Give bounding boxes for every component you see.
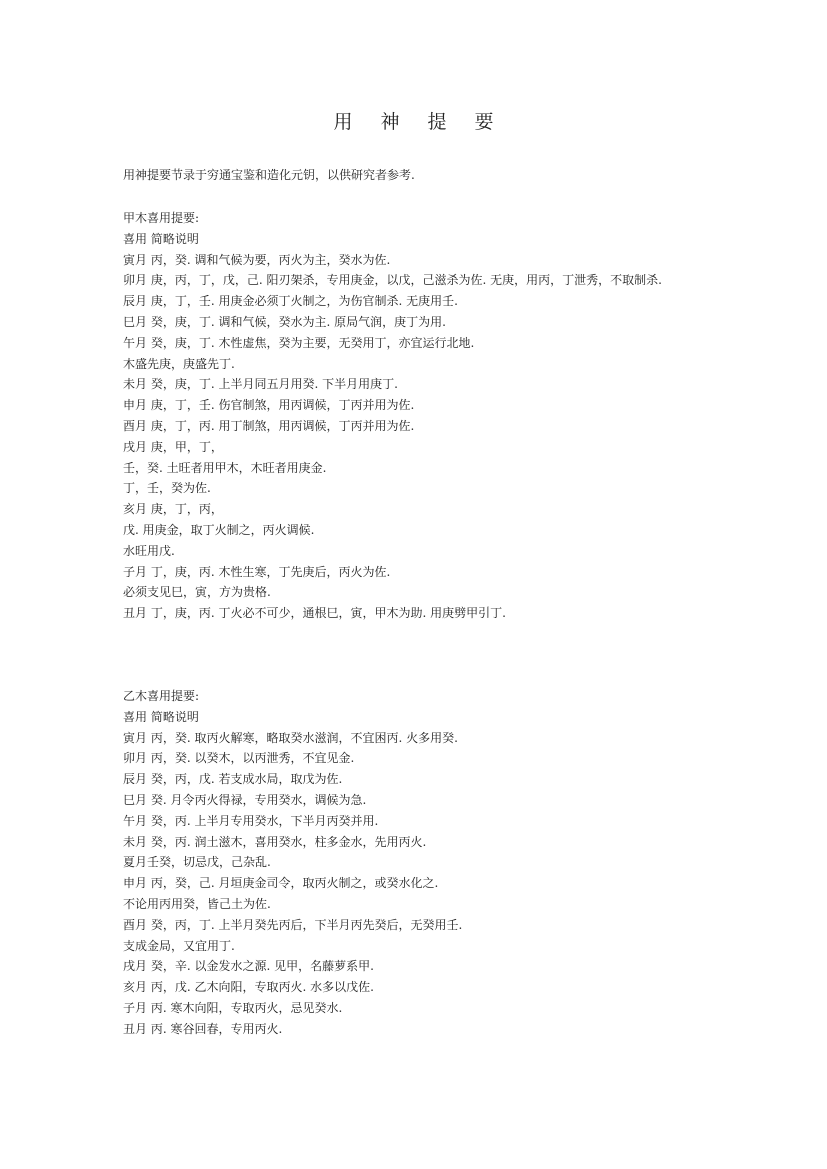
list-item: 壬，癸. 土旺者用甲木，木旺者用庚金. — [123, 460, 327, 475]
list-item: 戌月 癸，辛. 以金发水之源. 见甲，名藤萝系甲. — [123, 959, 374, 974]
list-item: 寅月 丙，癸. 取丙火解寒，略取癸水滋润，不宜困丙. 火多用癸. — [123, 730, 458, 745]
list-item: 丁，壬，癸为佐. — [123, 481, 211, 496]
list-item: 酉月 庚，丁，丙. 用丁制煞，用丙调候，丁丙并用为佐. — [123, 418, 415, 433]
list-item: 卯月 丙，癸. 以癸木，以丙泄秀，不宜见金. — [123, 751, 355, 766]
list-item: 子月 丙. 寒木向阳，专取丙火，忌见癸水. — [123, 1000, 343, 1015]
section-yimu — [123, 686, 703, 1040]
list-item: 水旺用戊. — [123, 543, 175, 558]
list-item: 午月 癸，庚，丁. 木性虚焦，癸为主要，无癸用丁，亦宜运行北地. — [123, 335, 475, 350]
list-item: 未月 癸，丙. 润土滋木，喜用癸水，柱多金水，先用丙火. — [123, 834, 427, 849]
list-item: 必须支见巳，寅，方为贵格. — [123, 585, 271, 600]
list-item: 寅月 丙，癸. 调和气候为要，丙火为主，癸水为佐. — [123, 252, 391, 267]
list-item: 戌月 庚，甲，丁， — [123, 439, 223, 454]
list-item: 支成金局，又宜用丁. — [123, 938, 235, 953]
list-item: 木盛先庚，庚盛先丁. — [123, 356, 235, 371]
list-item: 丑月 丁，庚，丙. 丁火必不可少，通根巳，寅，甲木为助. 用庚劈甲引丁. — [123, 606, 506, 621]
list-item: 酉月 癸，丙，丁. 上半月癸先丙后，下半月丙先癸后，无癸用壬. — [123, 917, 463, 932]
list-item: 戊. 用庚金，取丁火制之，丙火调候. — [123, 522, 315, 537]
intro-text: 用神提要节录于穷通宝鉴和造化元钥，以供研究者参考. — [123, 168, 415, 182]
list-item: 午月 癸，丙. 上半月专用癸水，下半月丙癸并用. — [123, 813, 379, 828]
list-item: 申月 丙，癸，己. 月垣庚金司令，取丙火制之，或癸水化之. — [123, 876, 439, 891]
list-item: 申月 庚，丁，壬. 伤官制煞，用丙调候，丁丙并用为佐. — [123, 398, 415, 413]
section-heading: 乙木喜用提要: — [123, 689, 200, 703]
list-item: 亥月 丙，戊. 乙木向阳，专取丙火. 水多以戊佐. — [123, 980, 374, 995]
list-item: 夏月壬癸，切忌戊，己杂乱. — [123, 855, 271, 870]
list-item: 辰月 庚，丁，壬. 用庚金必须丁火制之，为伤官制杀. 无庚用壬. — [123, 294, 458, 309]
list-item: 子月 丁，庚，丙. 木性生寒，丁先庚后，丙火为佐. — [123, 564, 391, 579]
list-item: 丑月 丙. 寒谷回春，专用丙火. — [123, 1021, 283, 1036]
list-item: 巳月 癸. 月令丙火得禄，专用癸水，调候为急. — [123, 792, 367, 807]
list-item: 不论用丙用癸，皆己土为佐. — [123, 896, 271, 911]
list-item: 巳月 癸，庚，丁. 调和气候，癸水为主. 原局气润，庚丁为用. — [123, 314, 446, 329]
list-item: 亥月 庚，丁，丙， — [123, 502, 223, 517]
list-item: 辰月 癸，丙，戊. 若支成水局，取戊为佐. — [123, 772, 343, 787]
section-jiamu — [123, 208, 703, 624]
list-item: 卯月 庚，丙，丁，戊，己. 阳刃架杀，专用庚金，以戊，己滋杀为佐. 无庚，用丙，丁泄秀，不取制杀. — [123, 273, 662, 288]
page-title: 用 神 提 要 — [333, 111, 505, 133]
list-item: 未月 癸，庚，丁. 上半月同五月用癸. 下半月用庚丁. — [123, 377, 398, 392]
table-header: 喜用 简略说明 — [123, 709, 199, 724]
section-heading: 甲木喜用提要: — [123, 211, 200, 225]
table-header: 喜用 简略说明 — [123, 231, 199, 246]
